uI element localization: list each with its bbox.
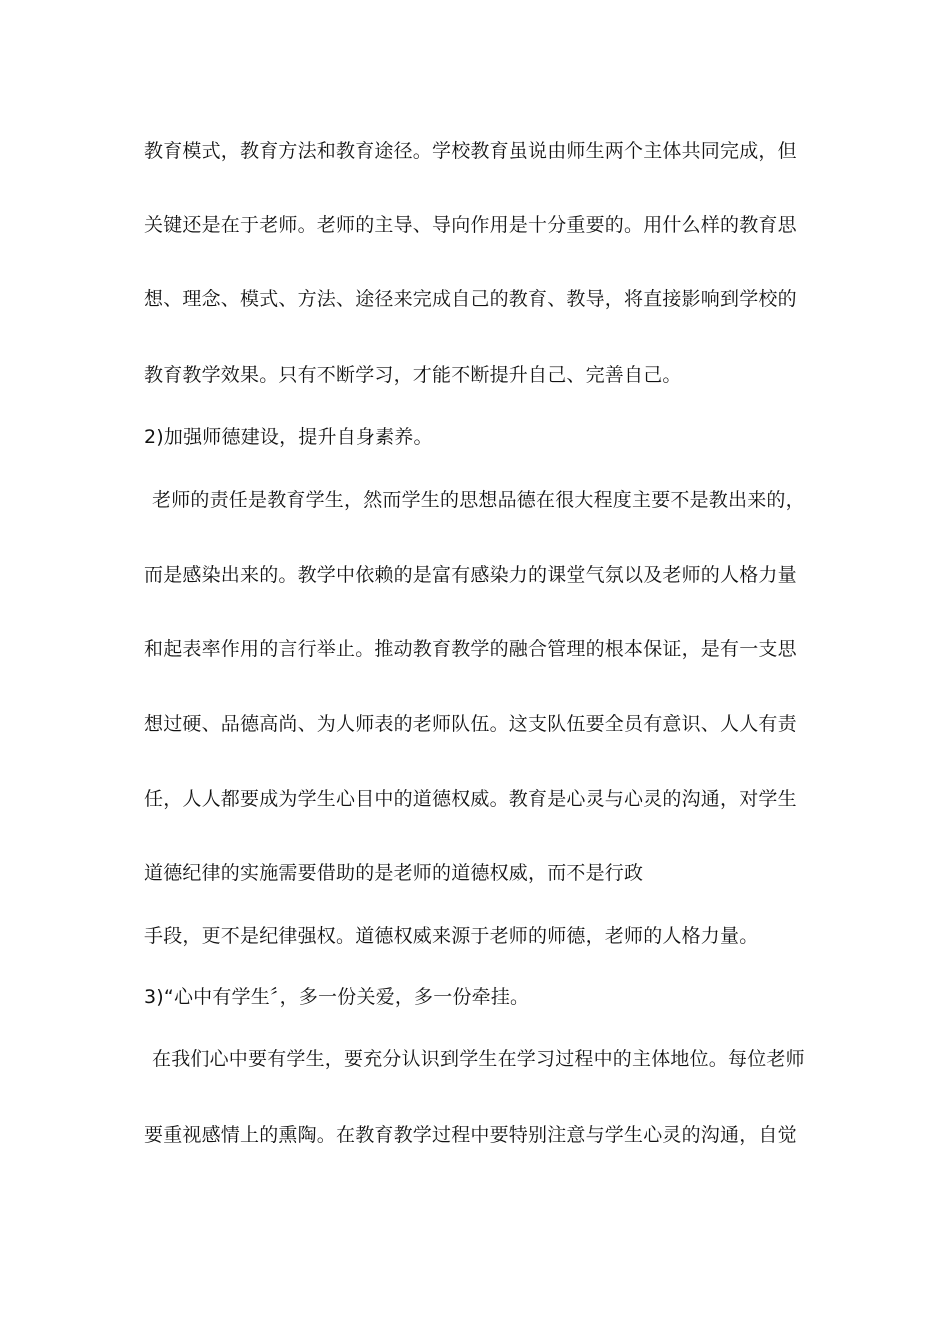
paragraph-line-12: 在我们心中要有学生，要充分认识到学生在学习过程中的主体地位。每位老师 bbox=[152, 1048, 805, 1070]
paragraph-line-4: 教育教学效果。只有不断学习，才能不断提升自己、完善自己。 bbox=[144, 364, 682, 386]
paragraph-line-10: 道德纪律的实施需要借助的是老师的道德权威，而不是行政 bbox=[144, 862, 644, 884]
paragraph-line-13: 要重视感情上的熏陶。在教育教学过程中要特别注意与学生心灵的沟通，自觉 bbox=[144, 1124, 797, 1146]
section-heading-2: 2)加强师德建设，提升自身素养。 bbox=[144, 426, 433, 448]
paragraph-line-2: 关键还是在于老师。老师的主导、导向作用是十分重要的。用什么样的教育思 bbox=[144, 214, 797, 236]
section-heading-3: 3)“心中有学生〞，多一份关爱，多一份牵挂。 bbox=[144, 986, 530, 1008]
paragraph-line-11: 手段，更不是纪律强权。道德权威来源于老师的师德，老师的人格力量。 bbox=[144, 925, 759, 947]
paragraph-line-5: 老师的责任是教育学生，然而学生的思想品德在很大程度主要不是教出来的， bbox=[152, 489, 805, 511]
paragraph-line-1: 教育模式，教育方法和教育途径。学校教育虽说由师生两个主体共同完成，但 bbox=[144, 140, 797, 162]
paragraph-line-7: 和起表率作用的言行举止。推动教育教学的融合管理的根本保证，是有一支思 bbox=[144, 638, 797, 660]
paragraph-line-6: 而是感染出来的。教学中依赖的是富有感染力的课堂气氛以及老师的人格力量 bbox=[144, 564, 797, 586]
paragraph-line-3: 想、理念、模式、方法、途径来完成自己的教育、教导，将直接影响到学校的 bbox=[144, 288, 797, 310]
paragraph-line-9: 任，人人都要成为学生心目中的道德权威。教育是心灵与心灵的沟通，对学生 bbox=[144, 788, 797, 810]
paragraph-line-8: 想过硬、品德高尚、为人师表的老师队伍。这支队伍要全员有意识、人人有责 bbox=[144, 713, 797, 735]
